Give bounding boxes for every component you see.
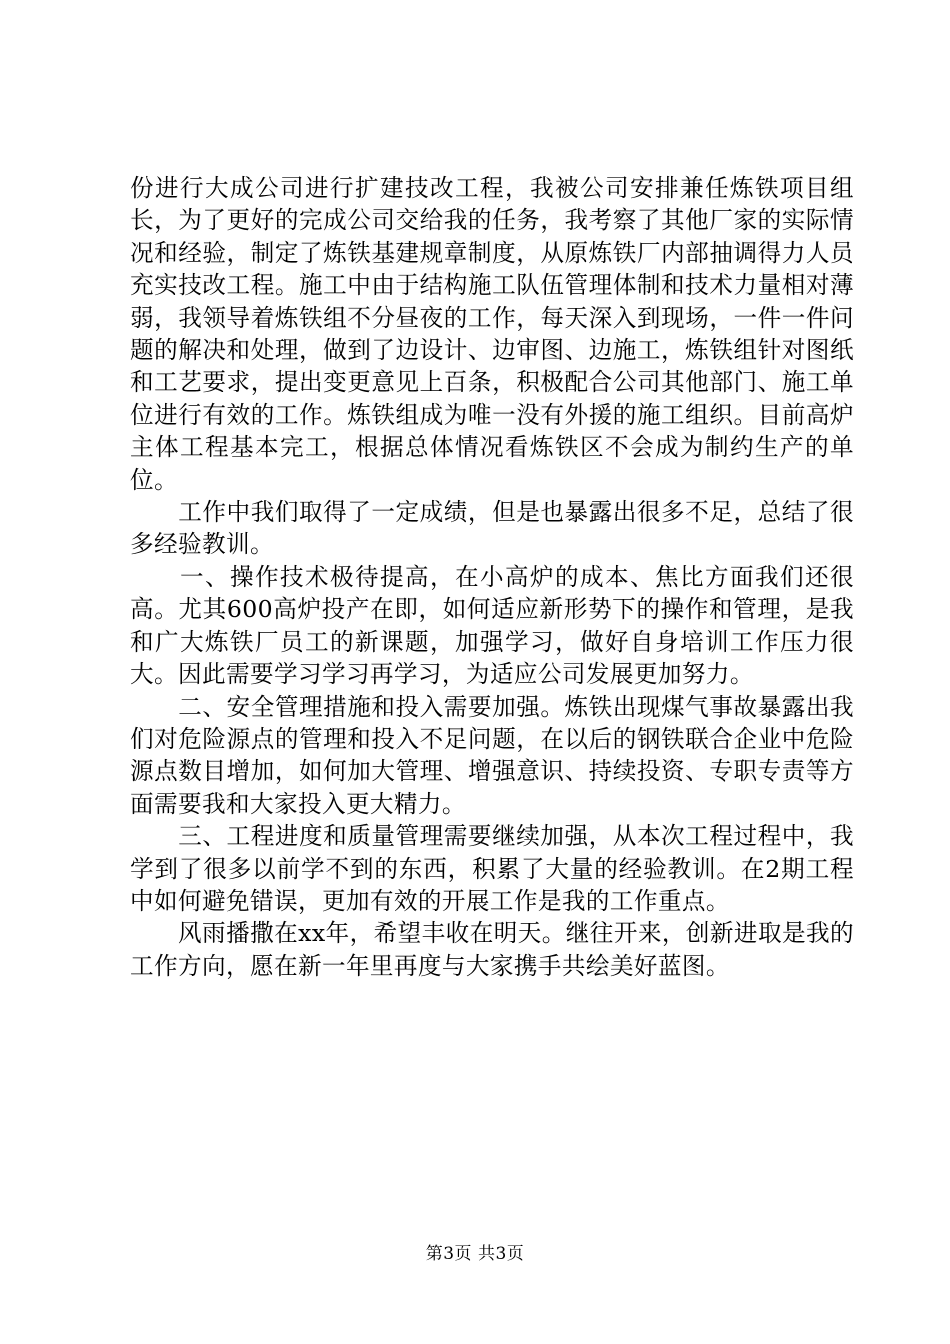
paragraph-1: 份进行大成公司进行扩建技改工程，我被公司安排兼任炼铁项目组长，为了更好的完成公司交给我的任务，我考察了其他厂家的实际情况和经验，制定了炼铁基建规章制度，从原炼铁厂内部抽调得力人员充实技改工程。施工中由于结构施工队伍管理体制和技术力量相对薄弱，我领导着炼铁组不分昼夜的工作，每天深入到现场，一件一件问题的解决和处理，做到了边设计、边审图、边施工，炼铁组针对图纸和工艺要求，提出变更意见上百条，积极配合公司其他部门、施工单位进行有效的工作。炼铁组成为唯一没有外援的施工组织。目前高炉主体工程基本完工，根据总体情况看炼铁区不会成为制约生产的单位。 (130, 174, 854, 494)
paragraph-5: 三、工程进度和质量管理需要继续加强，从本次工程过程中，我学到了很多以前学不到的东西，积累了大量的经验教训。在2期工程中如何避免错误，更加有效的开展工作是我的工作重点。 (130, 822, 854, 915)
paragraph-6: 风雨播撒在xx年，希望丰收在明天。继往开来，创新进取是我的工作方向，愿在新一年里再度与大家携手共绘美好蓝图。 (130, 919, 854, 980)
document-body (130, 172, 854, 982)
paragraph-4: 二、安全管理措施和投入需要加强。炼铁出现煤气事故暴露出我们对危险源点的管理和投入不足问题，在以后的钢铁联合企业中危险源点数目增加，如何加大管理、增强意识、持续投资、专职专责等方面需要我和大家投入更大精力。 (130, 692, 854, 818)
page-number-footer: 第3页 共3页 (425, 1244, 525, 1264)
paragraph-2: 工作中我们取得了一定成绩，但是也暴露出很多不足，总结了很多经验教训。 (130, 498, 854, 559)
paragraph-3: 一、操作技术极待提高，在小高炉的成本、焦比方面我们还很高。尤其600高炉投产在即，如何适应新形势下的操作和管理，是我和广大炼铁厂员工的新课题，加强学习，做好自身培训工作压力很大。因此需要学习学习再学习，为适应公司发展更加努力。 (130, 562, 854, 689)
